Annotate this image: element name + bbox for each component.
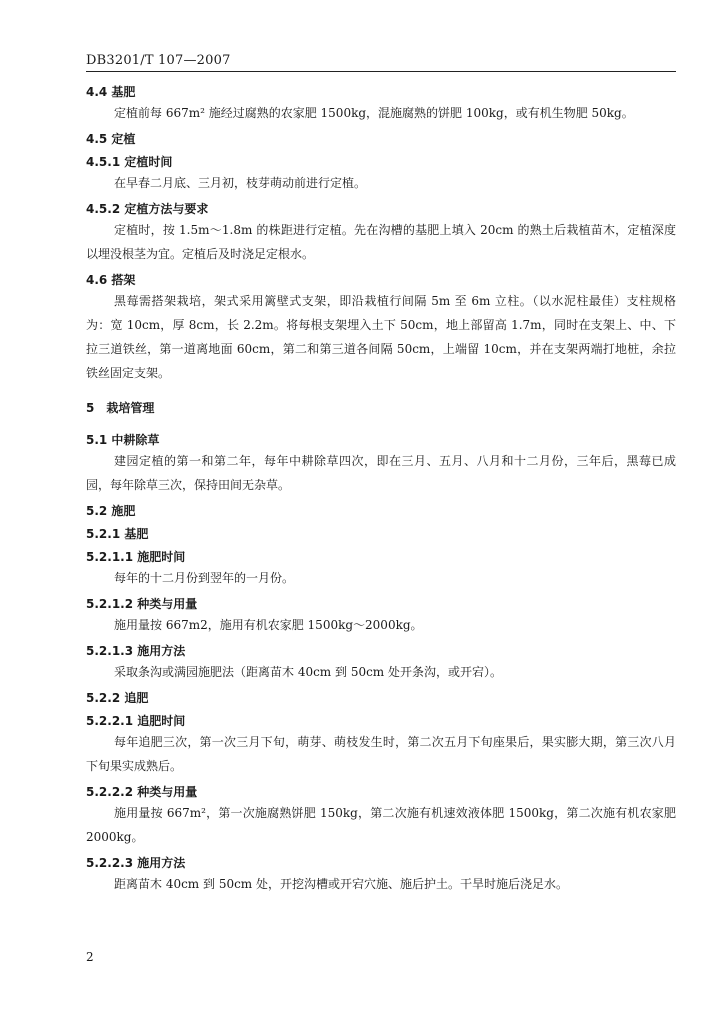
section-heading: 5.1 中耕除草 (86, 433, 160, 447)
section-heading: 4.6 搭架 (86, 273, 136, 287)
body-paragraph: 施用量按 667m²，第一次施腐熟饼肥 150kg，第二次施有机速效液体肥 1500kg，第二次施有机农家肥 2000kg。 (86, 806, 676, 844)
section-heading: 4.4 基肥 (86, 85, 136, 99)
section-heading: 5.2.1.1 施肥时间 (86, 550, 186, 564)
section-heading: 5.2.2.1 追肥时间 (86, 714, 186, 728)
header-rule (86, 71, 676, 72)
document-body (86, 78, 676, 896)
body-paragraph: 每年的十二月份到翌年的一月份。 (114, 571, 295, 585)
page-number: 2 (86, 950, 94, 964)
body-paragraph: 定植时，按 1.5m～1.8m 的株距进行定植。先在沟槽的基肥上填入 20cm 的熟土后栽植苗木，定植深度以埋没根茎为宜。定植后及时浇足定根水。 (86, 223, 676, 261)
section-heading: 5 栽培管理 (86, 401, 155, 415)
section-heading: 5.2.2.3 施用方法 (86, 856, 186, 870)
section-heading: 5.2.2 追肥 (86, 691, 149, 705)
section-heading: 5.2.2.2 种类与用量 (86, 785, 198, 799)
body-paragraph: 施用量按 667m2，施用有机农家肥 1500kg～2000kg。 (114, 618, 423, 632)
section-heading: 5.2.1 基肥 (86, 527, 149, 541)
document-id: DB3201/T 107—2007 (86, 53, 231, 68)
body-paragraph: 黑莓需搭架栽培，架式采用篱壁式支架，即沿栽植行间隔 5m 至 6m 立柱。（以水泥柱最佳）支柱规格为：宽 10cm，厚 8cm，长 2.2m。将每根支架埋入土下 50cm，地上部留高 1.7m，同时在支架上、中、下拉三道铁丝，第一道离地面 60cm，第二和第三道各间隔 50cm，上端留 10cm，并在支架两端打地桩，余拉铁丝固定支架。 (86, 294, 676, 380)
body-paragraph: 采取条沟或满园施肥法（距离苗木 40cm 到 50cm 处开条沟，或开宕）。 (114, 665, 502, 679)
section-heading: 5.2.1.3 施用方法 (86, 644, 186, 658)
section-heading: 4.5.1 定植时间 (86, 155, 173, 169)
section-heading: 5.2 施肥 (86, 504, 136, 518)
body-paragraph: 在早春二月底、三月初，枝芽萌动前进行定植。 (114, 176, 367, 190)
body-paragraph: 定植前每 667m² 施经过腐熟的农家肥 1500kg，混施腐熟的饼肥 100kg，或有机生物肥 50kg。 (114, 106, 634, 120)
section-heading: 4.5.2 定植方法与要求 (86, 202, 209, 216)
body-paragraph: 建园定植的第一和第二年，每年中耕除草四次，即在三月、五月、八月和十二月份，三年后，黑莓已成园，每年除草三次，保持田间无杂草。 (86, 454, 676, 492)
body-paragraph: 每年追肥三次，第一次三月下旬，萌芽、萌枝发生时，第二次五月下旬座果后，果实膨大期，第三次八月下旬果实成熟后。 (86, 735, 676, 773)
section-heading: 4.5 定植 (86, 132, 136, 146)
section-heading: 5.2.1.2 种类与用量 (86, 597, 198, 611)
body-paragraph: 距离苗木 40cm 到 50cm 处，开挖沟槽或开宕穴施、施后护土。干旱时施后浇足水。 (114, 877, 568, 891)
